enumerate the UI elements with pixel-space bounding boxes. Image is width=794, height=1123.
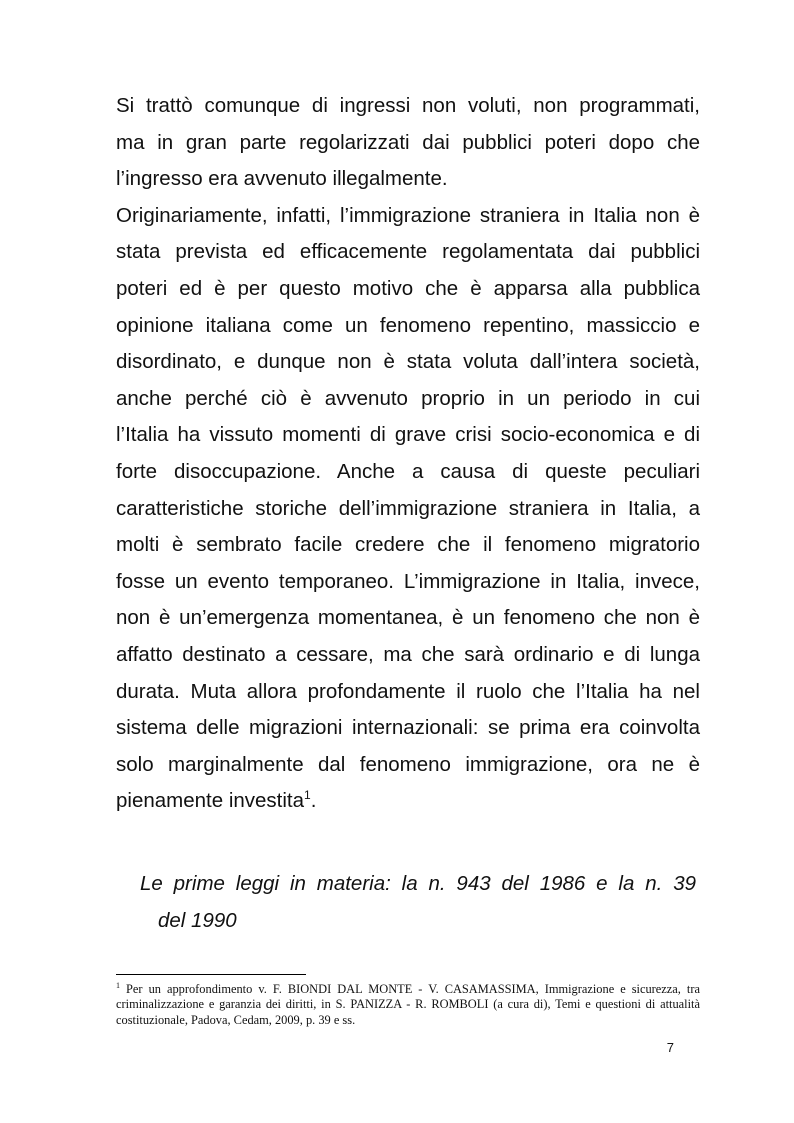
body-line: durata. Muta allora profondamente il ruolo che l’Italia ha nel [116, 679, 700, 703]
body-line: Si trattò comunque di ingressi non voluti, non programmati, [116, 94, 700, 117]
page-number: 7 [666, 1040, 674, 1055]
body-line: disordinato, e dunque non è stata voluta dall’intera società, [116, 350, 700, 374]
section-heading [140, 866, 696, 939]
footnote [116, 982, 700, 1028]
body-last-line-text: pienamente investita [116, 789, 305, 813]
body-last-line [116, 783, 700, 820]
body-line: opinione italiana come un fenomeno repentino, massiccio e [116, 313, 700, 337]
body-line: stata prevista ed efficacemente regolamentata dai pubblici [116, 240, 700, 264]
body-text [116, 88, 700, 820]
body-line: ma in gran parte regolarizzati dai pubblici poteri dopo che [116, 130, 700, 154]
footnote-text: Per un approfondimento v. F. BIONDI DAL MONTE - V. CASAMASSIMA, Immigrazione e sicurezza, tra criminalizzazione e garanzia dei diritti, in S. PANIZZA - R. ROMBOLI (a cura di), Temi e questioni di attualità costituzionale, Padova, Cedam, 2009, p. 39 e ss. [116, 982, 700, 1027]
body-line: poteri ed è per questo motivo che è apparsa alla pubblica [116, 276, 700, 300]
body-last-line-end: . [310, 789, 317, 813]
body-line: anche perché ciò è avvenuto proprio in un periodo in cui [116, 386, 700, 410]
body-line: solo marginalmente dal fenomeno immigrazione, ora ne è [116, 752, 700, 776]
body-line: caratteristiche storiche dell’immigrazione straniera in Italia, a [116, 496, 700, 520]
body-line: l’ingresso era avvenuto illegalmente. [116, 167, 448, 191]
footnote-number: 1 [116, 980, 120, 990]
body-line: fosse un evento temporaneo. L’immigrazione in Italia, invece, [116, 569, 700, 593]
body-line: l’Italia ha vissuto momenti di grave crisi socio-economica e di [116, 423, 700, 447]
section-heading-line-1: Le prime leggi in materia: la n. 943 del 1986 e la n. 39 [140, 872, 696, 895]
body-line: sistema delle migrazioni internazionali: se prima era coinvolta [116, 716, 700, 740]
footnote-separator [116, 974, 306, 975]
section-heading-line-2: del 1990 [158, 908, 237, 932]
body-line: forte disoccupazione. Anche a causa di queste peculiari [116, 459, 700, 483]
body-line: Originariamente, infatti, l’immigrazione straniera in Italia non è [116, 203, 700, 227]
body-line: affatto destinato a cessare, ma che sarà ordinario e di lunga [116, 642, 700, 666]
body-line: non è un’emergenza momentanea, è un fenomeno che non è [116, 606, 700, 630]
body-line: molti è sembrato facile credere che il fenomeno migratorio [116, 533, 700, 557]
footnote-reference[interactable]: 1 [304, 788, 311, 803]
